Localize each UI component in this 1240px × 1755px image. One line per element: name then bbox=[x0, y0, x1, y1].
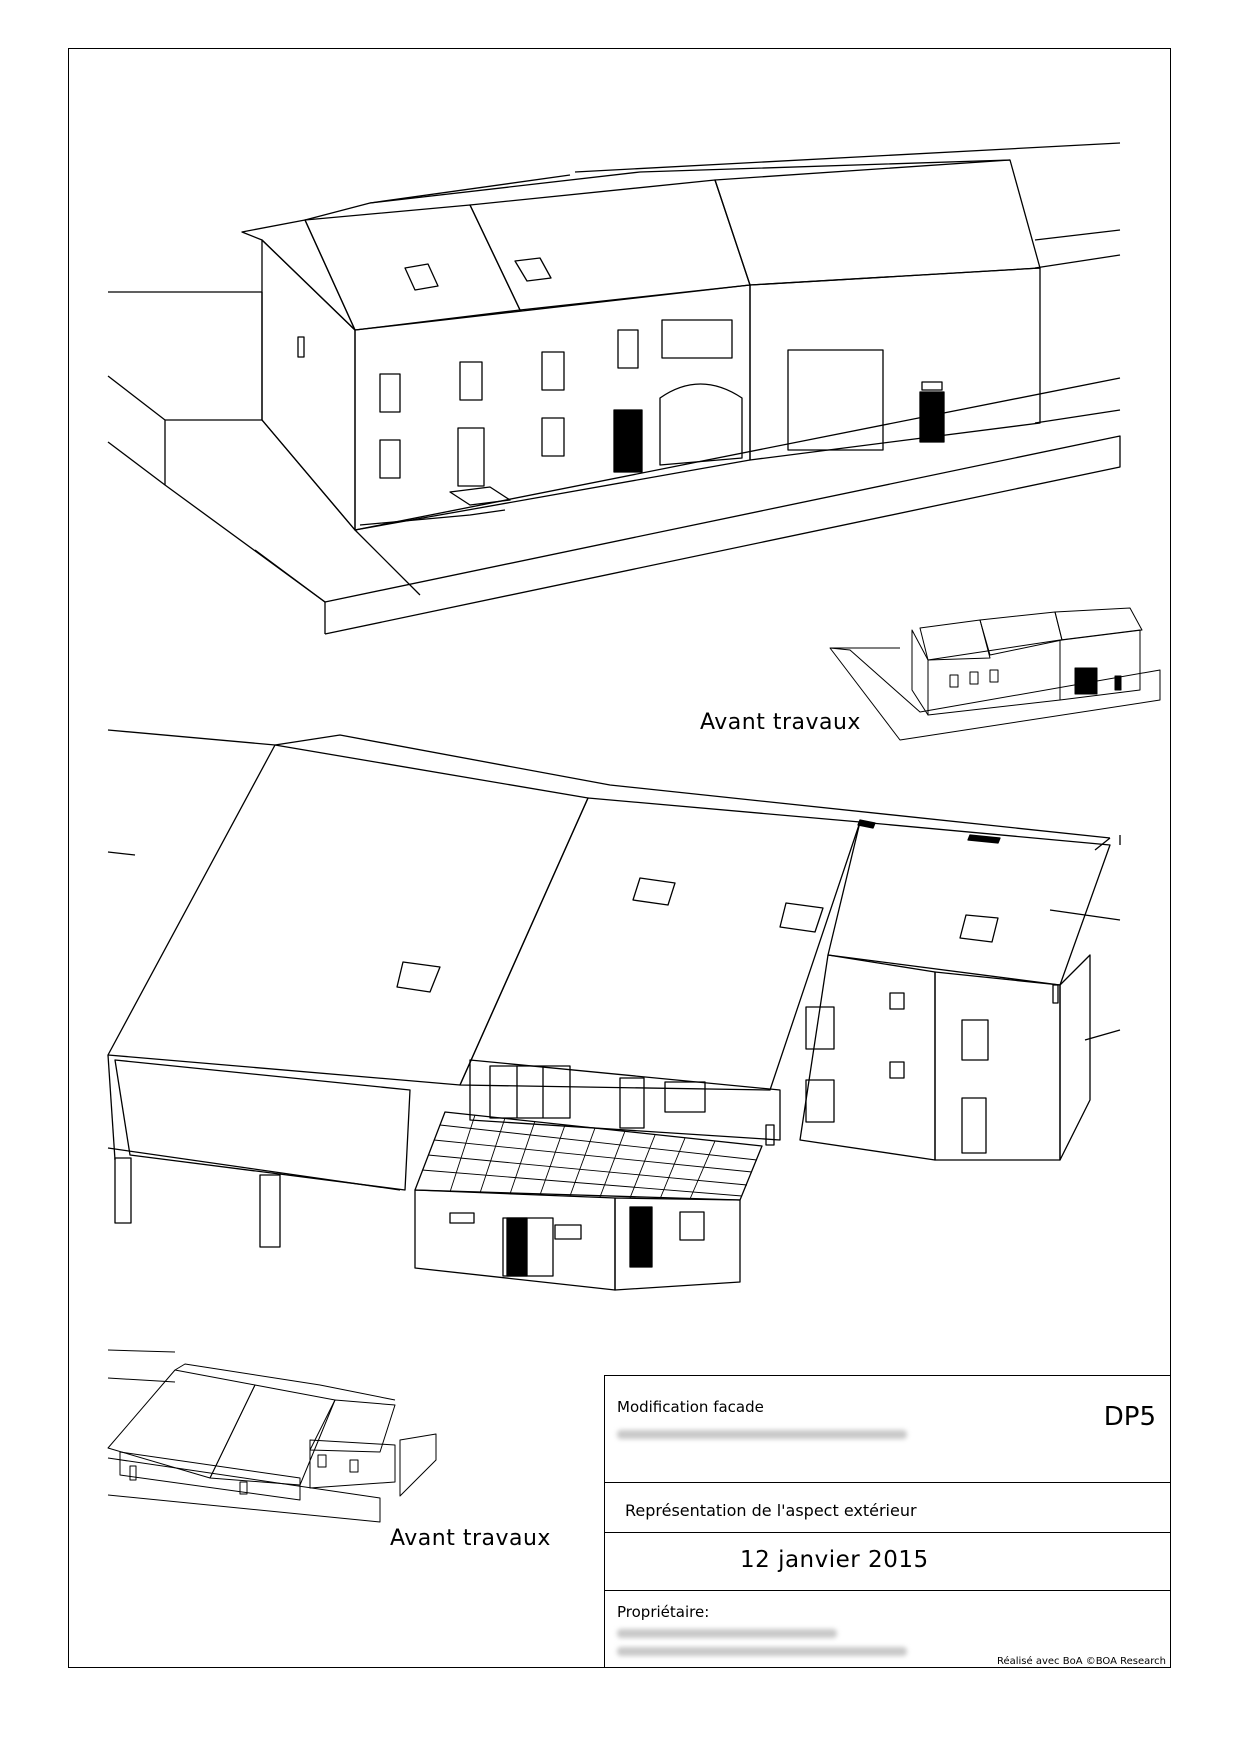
rear-facade-project-view bbox=[108, 730, 1120, 1290]
redacted-owner-address bbox=[617, 1647, 907, 1656]
sheet-description: Représentation de l'aspect extérieur bbox=[625, 1501, 917, 1520]
redacted-address bbox=[617, 1430, 907, 1439]
title-block-date-row bbox=[605, 1533, 1170, 1591]
redacted-owner-name bbox=[617, 1629, 837, 1638]
sheet-date: 12 janvier 2015 bbox=[740, 1547, 929, 1573]
thumbnail-before-1 bbox=[830, 608, 1160, 740]
title-block-project-row bbox=[605, 1376, 1170, 1483]
title-block bbox=[604, 1375, 1171, 1668]
caption-before-works-1: Avant travaux bbox=[700, 710, 861, 735]
title-block-owner-row bbox=[605, 1591, 1170, 1669]
owner-label: Propriétaire: bbox=[617, 1603, 710, 1621]
title-block-description-row bbox=[605, 1483, 1170, 1533]
software-credit: Réalisé avec BoA ©BOA Research bbox=[996, 1656, 1166, 1667]
sheet-code: DP5 bbox=[1103, 1402, 1156, 1432]
project-title: Modification facade bbox=[617, 1398, 764, 1416]
facade-current-view bbox=[108, 143, 1120, 634]
caption-before-works-2: Avant travaux bbox=[390, 1526, 551, 1551]
thumbnail-before-2 bbox=[108, 1350, 436, 1522]
